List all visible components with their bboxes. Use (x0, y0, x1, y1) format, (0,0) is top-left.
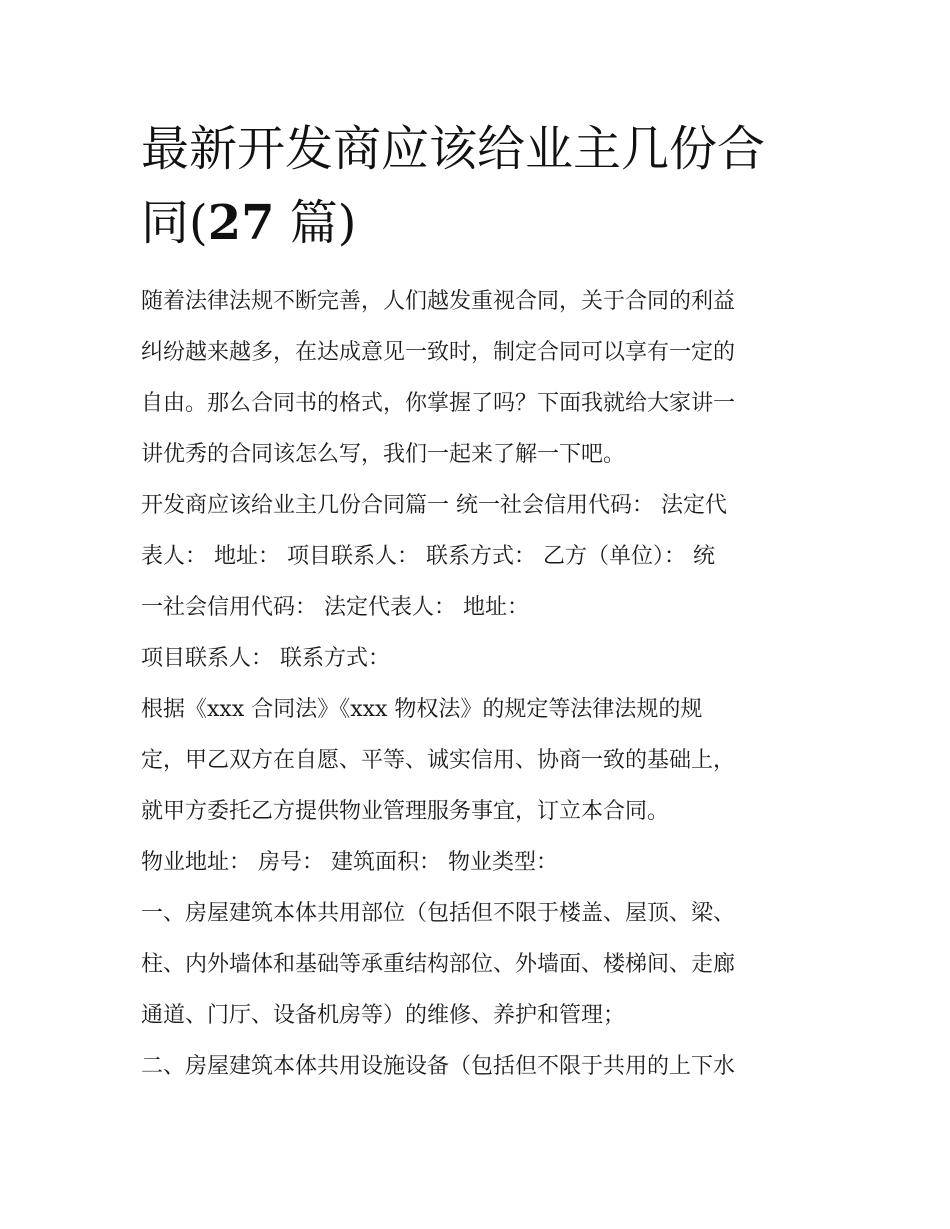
body-line: 柱、内外墙体和基础等承重结构部位、外墙面、楼梯间、走廊 (141, 952, 736, 977)
title-line-2-prefix: 同( (141, 195, 208, 251)
body-line: 定，甲乙双方在自愿、平等、诚实信用、协商一致的基础上， (141, 748, 736, 773)
body-line: 一、房屋建筑本体共用部位（包括但不限于楼盖、屋顶、梁、 (141, 901, 736, 926)
body-line: 随着法律法规不断完善，人们越发重视合同，关于合同的利益 (141, 289, 736, 314)
body-line: 自由。那么合同书的格式，你掌握了吗？下面我就给大家讲一 (141, 391, 736, 416)
body-line: 就甲方委托乙方提供物业管理服务事宜，订立本合同。 (141, 799, 670, 824)
title-article-count: 27 (207, 195, 275, 251)
body-line: 一社会信用代码： 法定代表人： 地址： (141, 595, 529, 620)
body-line: 纠纷越来越多，在达成意见一致时，制定合同可以享有一定的 (141, 340, 736, 365)
body-line: 表人： 地址： 项目联系人： 联系方式： 乙方（单位）： 统 (141, 544, 715, 569)
body-line: 开发商应该给业主几份合同篇一 统一社会信用代码： 法定代 (141, 493, 727, 518)
body-line: 项目联系人： 联系方式： (141, 646, 390, 671)
body-line: 讲优秀的合同该怎么写，我们一起来了解一下吧。 (141, 442, 626, 467)
document-body (141, 276, 821, 1092)
title-line-1: 最新开发商应该给业主几份合 (141, 121, 766, 177)
body-line: 通道、门厅、设备机房等）的维修、养护和管理； (141, 1003, 626, 1028)
title-line-2-suffix: 篇) (274, 195, 357, 251)
body-line: 根据《xxx 合同法》《xxx 物权法》的规定等法律法规的规 (141, 697, 703, 722)
body-line: 物业地址： 房号： 建筑面积： 物业类型： (141, 850, 558, 875)
body-line: 二、房屋建筑本体共用设施设备（包括但不限于共用的上下水 (141, 1054, 736, 1079)
document-title (141, 112, 821, 260)
